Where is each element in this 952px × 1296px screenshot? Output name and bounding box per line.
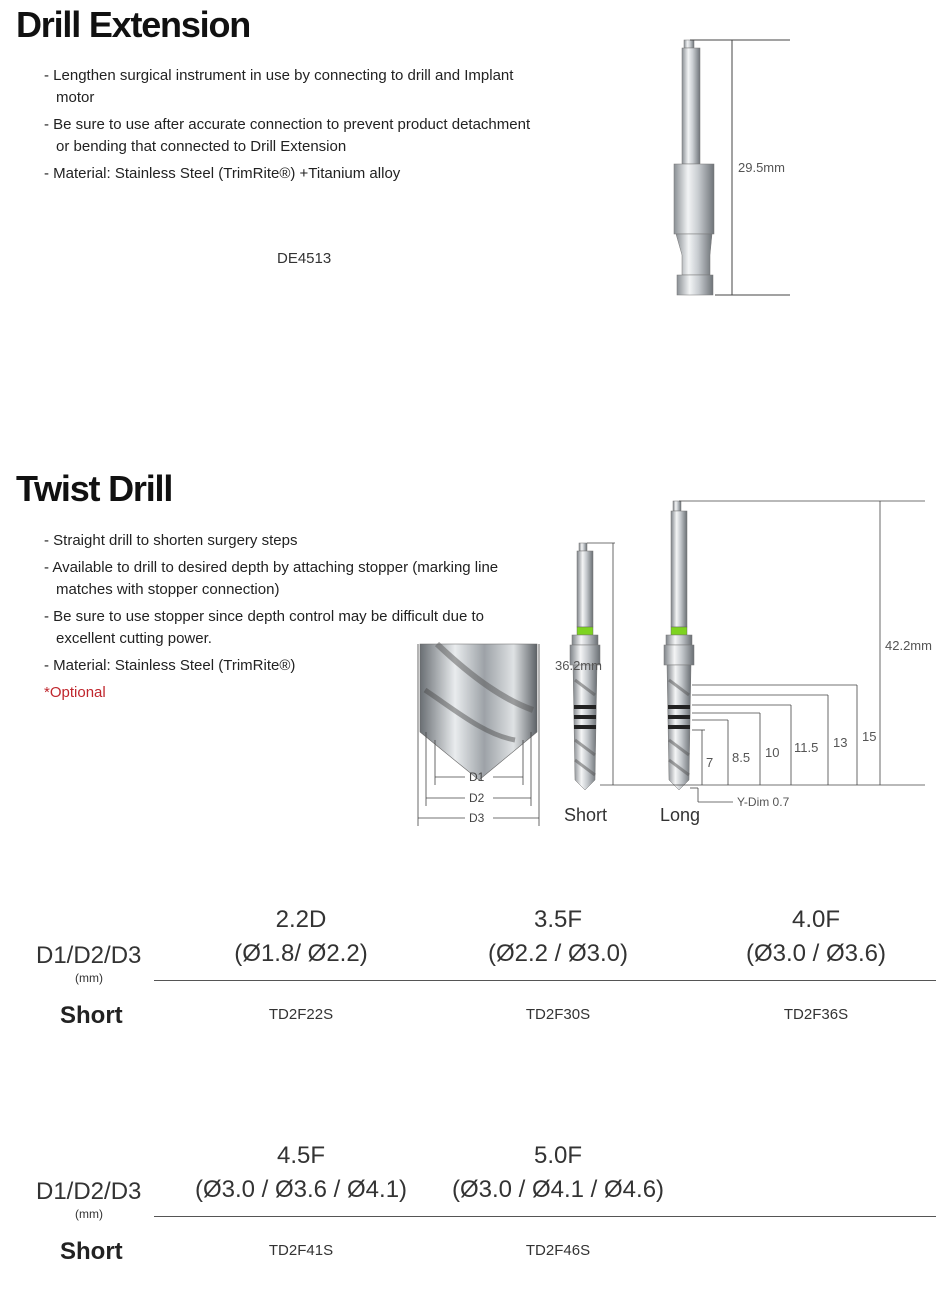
bullet: - Straight drill to shorten surgery steps bbox=[44, 532, 298, 549]
unit-label: (mm) bbox=[75, 1207, 103, 1221]
drill-extension-bullets bbox=[44, 65, 534, 190]
bullet: - Material: Stainless Steel (TrimRite®) bbox=[44, 657, 296, 674]
size-header: 3.5F bbox=[533, 906, 583, 933]
depth-10: 10 bbox=[765, 745, 780, 760]
depth-marks bbox=[692, 685, 876, 785]
product-code: TD2F22S bbox=[268, 1006, 334, 1023]
tip-label-d2: D2 bbox=[469, 791, 485, 805]
long-drill bbox=[664, 501, 694, 790]
size-header: 2.2D bbox=[275, 906, 327, 933]
long-length-label: 42.2mm bbox=[885, 638, 932, 653]
product-code: TD2F30S bbox=[525, 1006, 591, 1023]
product-code: TD2F46S bbox=[525, 1242, 591, 1259]
unit-label: (mm) bbox=[75, 971, 103, 985]
extension-length-label: 29.5mm bbox=[738, 160, 785, 175]
column-label: D1/D2/D3 bbox=[36, 1178, 142, 1205]
table-divider bbox=[154, 980, 936, 981]
row-label: Short bbox=[60, 1002, 123, 1029]
dims-header: (Ø1.8/ Ø2.2) bbox=[234, 940, 368, 967]
bullet: - Available to drill to desired depth by attaching stopper (marking line matches with stopper connection) bbox=[44, 559, 499, 598]
drill-tip-closeup bbox=[415, 640, 545, 830]
tip-label-d3: D3 bbox=[469, 811, 485, 825]
twist-drill-title: Twist Drill bbox=[16, 468, 173, 509]
product-table-1 bbox=[0, 900, 952, 1050]
depth-8-5: 8.5 bbox=[732, 750, 751, 765]
product-table-2 bbox=[0, 1136, 952, 1286]
drill-extension-code: DE4513 bbox=[277, 250, 332, 267]
column-label: D1/D2/D3 bbox=[36, 942, 142, 969]
size-header: 4.5F bbox=[276, 1142, 326, 1169]
bullet: - Lengthen surgical instrument in use by connecting to drill and Implant motor bbox=[44, 67, 514, 106]
table-divider bbox=[154, 1216, 936, 1217]
dims-header: (Ø3.0 / Ø3.6 / Ø4.1) bbox=[194, 1176, 408, 1203]
twist-drill-diagram bbox=[555, 495, 940, 830]
dims-header: (Ø2.2 / Ø3.0) bbox=[487, 940, 629, 967]
size-header: 5.0F bbox=[533, 1142, 583, 1169]
optional-note: *Optional bbox=[44, 684, 106, 701]
dims-header: (Ø3.0 / Ø3.6) bbox=[745, 940, 887, 967]
long-drill-label: Long bbox=[660, 805, 701, 825]
size-header: 4.0F bbox=[791, 906, 841, 933]
y-dim-label: Y-Dim 0.7 bbox=[737, 795, 790, 809]
drill-extension-title: Drill Extension bbox=[16, 4, 251, 45]
tip-body bbox=[420, 644, 537, 780]
product-code: TD2F41S bbox=[268, 1242, 334, 1259]
bullet: - Be sure to use stopper since depth control may be difficult due to excellent cutting power. bbox=[44, 608, 484, 647]
tip-label-d1: D1 bbox=[469, 770, 485, 784]
product-code: TD2F36S bbox=[783, 1006, 849, 1023]
depth-15: 15 bbox=[862, 729, 877, 744]
depth-11-5: 11.5 bbox=[794, 740, 819, 755]
bullet: - Be sure to use after accurate connection to prevent product detachment or bending that connected to Drill Extension bbox=[44, 116, 531, 155]
depth-7: 7 bbox=[706, 755, 714, 770]
dims-header: (Ø3.0 / Ø4.1 / Ø4.6) bbox=[451, 1176, 665, 1203]
row-label: Short bbox=[60, 1238, 123, 1265]
depth-13: 13 bbox=[833, 735, 848, 750]
short-drill-label: Short bbox=[564, 805, 608, 825]
drill-extension-illustration bbox=[660, 30, 810, 305]
extension-shaft bbox=[674, 40, 714, 295]
bullet: - Material: Stainless Steel (TrimRite®) +Titanium alloy bbox=[44, 165, 401, 182]
short-length-label: 36.2mm bbox=[555, 658, 602, 673]
